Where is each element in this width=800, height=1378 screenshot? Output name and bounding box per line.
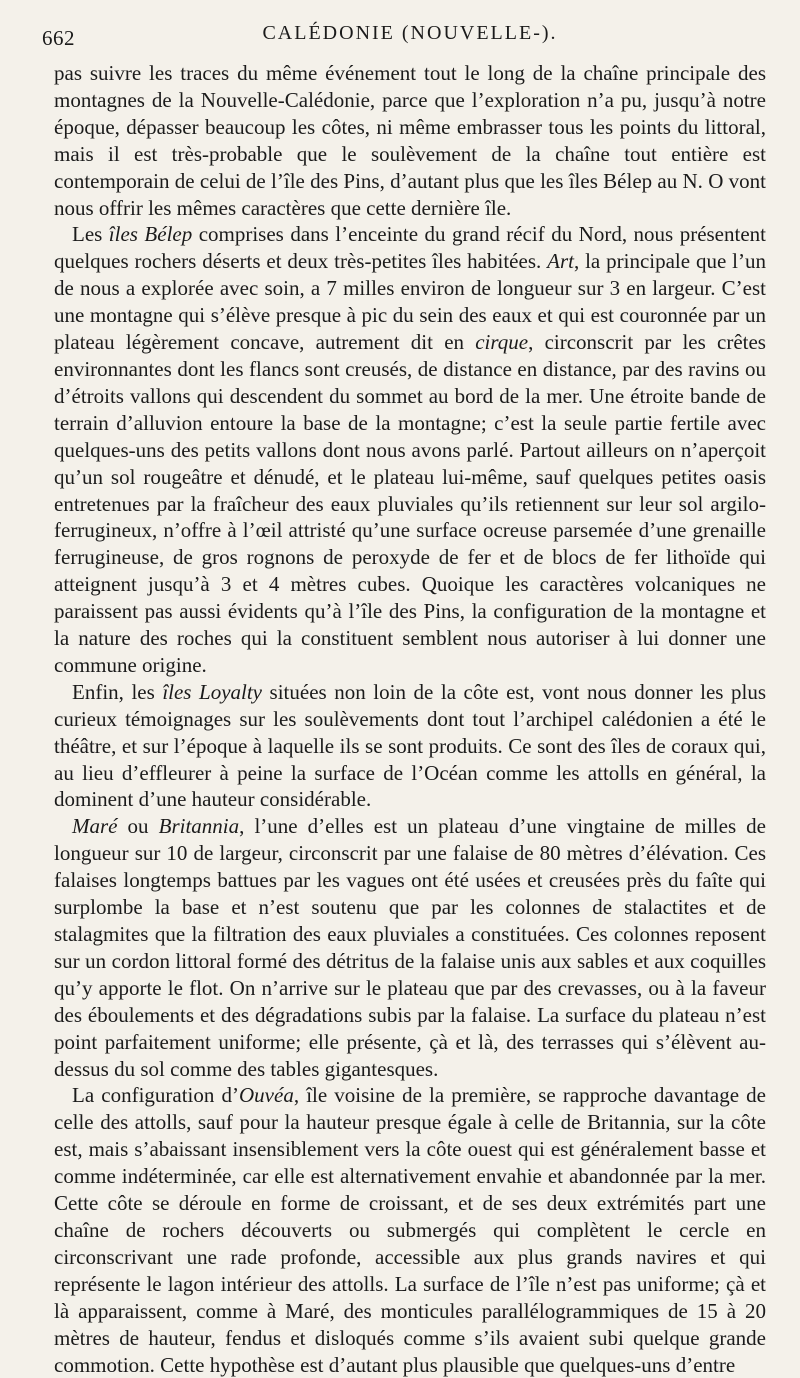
text-run: pas suivre les traces du même événement tout le long de la chaîne principale des montagnes de la Nouvelle-Calédonie, parce que l’exploration n’a pu, jusqu’à notre époque, dépasser beaucoup les côtes, ni même embrasser tous les points du littoral, mais il est très-probable que le soulèvement de la chaîne tout entière est contemporain de celui de l’île des Pins, d’autant plus que les îles Bélep au N. O vont nous offrir les mêmes caractères que cette dernière île. xyxy=(54,61,766,220)
italic-term: Britannia xyxy=(158,814,240,839)
paragraph-4 xyxy=(54,813,766,1082)
text-run: situées non loin de la côte est, vont nous donner les plus curieux témoignages sur les soulèvements dont tout l’archipel calédonien a été le théâtre, et sur l’époque à laquelle ils se sont produits. Ce sont des îles de coraux qui, au lieu d’effleurer à peine la surface de l’Océan comme les attolls en général, la dominent d’une hauteur considérable. xyxy=(54,679,766,812)
text-run: , l’une d’elles est un plateau d’une vingtaine de milles de longueur sur 10 de largeur, circonscrit par une falaise de 80 mètres d’élévation. Ces falaises longtemps battues par les vagues ont été usées et creusées près du faîte qui surplombe la base et n’est soutenu que par les colonnes de stalactites et de stalagmites que la filtration des eaux pluviales a constituées. Ces colonnes reposent sur un cordon littoral formé des détritus de la falaise unis aux sables et aux coquilles qu’y apporte le flot. On n’arrive sur le plateau que par des crevasses, ou à la faveur des éboulements et des dégradations subis par la falaise. La surface du plateau n’est point parfaitement uniforme; elle présente, çà et là, des terrasses qui s’élèvent au-dessus du sol comme des tables gigantesques. xyxy=(54,814,767,1081)
text-run: ou xyxy=(117,814,159,839)
paragraph-1 xyxy=(54,60,766,221)
text-run: , circonscrit par les crêtes environnantes dont les flancs sont creusés, de distance en distance, par des ravins ou d’étroits vallons qui descendent du sommet au bord de la mer. Une étroite bande de terrain d’alluvion entoure la base de la montagne; c’est la seule partie fertile avec quelques-uns des petits vallons dont nous avons parlé. Partout ailleurs on n’aperçoit qu’un sol rougeâtre et dénudé, et le plateau lui-même, sauf quelques petites oasis entretenues par la fraîcheur des eaux pluviales qu’ils retiennent sur leur sol argilo-ferrugineux, n’offre à l’œil attristé qu’une surface ocreuse parsemée d’une grenaille ferrugineuse, de gros rognons de peroxyde de fer et de blocs de fer lithoïde qui atteignent jusqu’à 3 et 4 mètres cubes. Quoique les caractères volcaniques ne paraissent pas aussi évidents qu’à l’île des Pins, la configuration de la montagne et la nature des roches qui la constituent semblent nous autoriser à lui donner une commune origine. xyxy=(54,330,766,677)
text-run: comprises dans l’enceinte du grand récif du Nord, nous présentent quelques rochers déserts et deux très-petites îles habitées. xyxy=(54,222,766,274)
italic-term: Art xyxy=(547,249,574,274)
paragraph-5 xyxy=(54,1082,766,1378)
text-run: Les xyxy=(72,222,109,247)
italic-term: cirque xyxy=(475,330,529,355)
text-run: , île voisine de la première, se rapproche davantage de celle des attolls, sauf pour la hauteur presque égale à celle de Britannia, sur la côte est, mais s’abaissant insensiblement vers la côte ouest qui est généralement basse et comme indéterminée, car elle est alternativement envahie et abandonnée par la mer. Cette côte se déroule en forme de croissant, et de ses deux extrémités part une chaîne de rochers découverts ou submergés qui complètent le cercle en circonscrivant une rade profonde, accessible aux plus grands navires et qui représente le lagon intérieur des attolls. La surface de l’île n’est pas uniforme; çà et là apparaissent, comme à Maré, des monticules parallélogrammiques de 15 à 20 mètres de hauteur, fendus et disloqués comme s’ils avaient subi quelque grande commotion. Cette hypothèse est d’autant plus plausible que quelques-uns d’entre xyxy=(54,1083,766,1377)
italic-term: Ouvéa xyxy=(239,1083,294,1108)
running-head xyxy=(42,20,766,60)
italic-term: îles Bélep xyxy=(108,222,193,247)
paragraph-2 xyxy=(54,221,766,678)
body-text xyxy=(54,60,766,1378)
text-run: La configuration d’ xyxy=(72,1083,240,1108)
paragraph-3 xyxy=(54,679,766,814)
italic-term: Maré xyxy=(72,814,118,839)
text-run: Enfin, les xyxy=(72,679,163,704)
italic-term: îles Loyalty xyxy=(162,679,263,704)
running-title: CALÉDONIE (NOUVELLE-). xyxy=(262,22,558,44)
page-number: 662 xyxy=(42,26,75,50)
text-run: , la principale que l’un de nous a explorée avec soin, a 7 milles environ de longueur sur 3 en largeur. C’est une montagne qui s’élève presque à pic du sein des eaux et qui est couronnée par un plateau légèrement concave, autrement dit en xyxy=(54,249,766,355)
